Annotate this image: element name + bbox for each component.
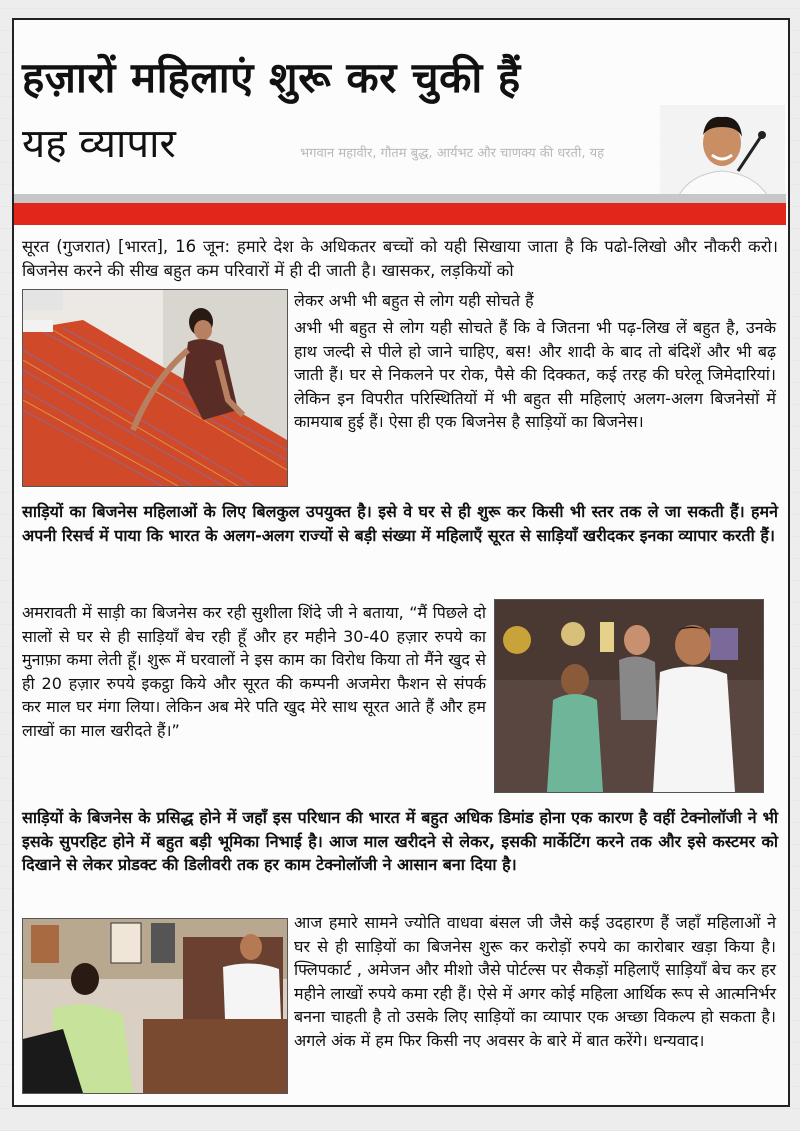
paragraph-saree-business-suitable: साड़ियों का बिजनेस महिलाओं के लिए बिलकुल उपयुक्त है। इसे वे घर से ही शुरू कर किसी भी स्तर तक ले जा सकती हैं। हमने अपनी रिसर्च में पाया कि भारत के अलग-अलग राज्यों से बड़ी संख्या में महिलाएँ सूरत से साड़ियाँ खरीदकर इनका व्यापार करती हैं। — [22, 502, 778, 545]
intro-paragraph: सूरत (गुजरात) [भारत], 16 जून: हमारे देश के अधिकतर बच्चों को यही सिखाया जाता है कि पढो-लिखो और नौकरी करो। बिजनेस करने की सीख बहुत कम परिवारों में ही दी जाती है। खासकर, लड़कियों को — [22, 237, 778, 280]
family-office-photo — [494, 599, 764, 793]
paragraph-examples-conclusion: आज हमारे सामने ज्योति वाधवा बंसल जी जैसे कई उदहारण हैं जहाँ महिलाओं ने घर से ही साड़ियों का बिजनेस शुरू कर करोड़ों रुपये का कारोबार खड़ा किया है।फ्लिपकार्ट , अमेजन और मीशो जैसे पोर्टल्स पर सैकड़ों महिलाएँ साड़ियाँ बेच कर हर महीने लाखों रुपये कमा रही हैं। ऐसे में अगर कोई महिला आर्थिक रूप से आत्मनिर्भर बनना चाहती है तो उसके लिए साड़ियों का व्यापार एक अच्छा विकल्प हो सकता है। अगले अंक में हम फिर किसी नए अवसर के बारे में बात करेंगे। धन्यवाद। — [294, 913, 776, 1050]
paragraph-sushila-quote: अमरावती में साड़ी का बिजनेस कर रही सुशीला शिंदे जी ने बताया, “मैं पिछले दो सालों से घर से ही साड़ियाँ बेच रही हूँ और हर महीने 30-40 हज़ार रुपये का मुनाफ़ा कमा लेती हूँ। शुरू में घरवालों ने इस काम का विरोध किया तो मैंने खुद से ही 20 हज़ार रुपये इकट्ठा किये और सूरत की कम्पनी अजमेरा फैशन से संपर्क कर माल घर मंगा लिया। लेकिन अब मेरे पति खुद मेरे साथ सूरत आते हैं और हम लाखों का माल खरीदते हैं।” — [22, 603, 486, 740]
paragraph-obstacles: अभी भी बहुत से लोग यही सोचते हैं कि वे जितना भी पढ़-लिख लें बहुत है, उनके हाथ जल्दी से पीले हो जाने चाहिए, बस! और शादी के बाद तो बंदिशें और भी बढ़ जाती हैं। घर से निकलने पर रोक, पैसे की दिक्कत, कई तरह की घरेलू जिमेदारियां। लेकिन इन विपरीत परिस्थितियों में भी बहुत सी महिलाएं अलग-अलग बिजनेसों में कामयाब हुई हैं। ऐसा ही एक बिजनेस है साड़ियों का बिजनेस। — [294, 318, 776, 431]
meeting-photo — [22, 918, 288, 1094]
header-red-bar — [14, 203, 786, 225]
headline-line-2: यह व्यापार — [22, 121, 176, 167]
woman-with-saree-photo — [22, 289, 288, 487]
header-gray-strip — [14, 194, 786, 203]
headline-line-1: हज़ारों महिलाएं शुरू कर चुकी हैं — [22, 53, 521, 102]
paragraph-continuation: लेकर अभी भी बहुत से लोग यही सोचते हैं — [294, 291, 534, 310]
background-print-text: भगवान महावीर, गौतम बुद्ध, आर्यभट और चाणक्य की धरती, यह — [300, 146, 605, 161]
paragraph-technology: साड़ियों के बिजनेस के प्रसिद्ध होने में जहाँ इस परिधान की भारत में बहुत अधिक डिमांड होना एक कारण है वहीं टेक्नोलॉजी ने भी इसके सुपरहिट होने में बहुत बड़ी भूमिका निभाई है। आज माल खरीदने से लेकर, इसकी मार्केटिंग करने तक और इसे कस्टमर को दिखाने से लेकर प्रोडक्ट की डिलीवरी तक हर काम टेक्नोलॉजी ने आसान बना दिया है। — [22, 808, 778, 874]
